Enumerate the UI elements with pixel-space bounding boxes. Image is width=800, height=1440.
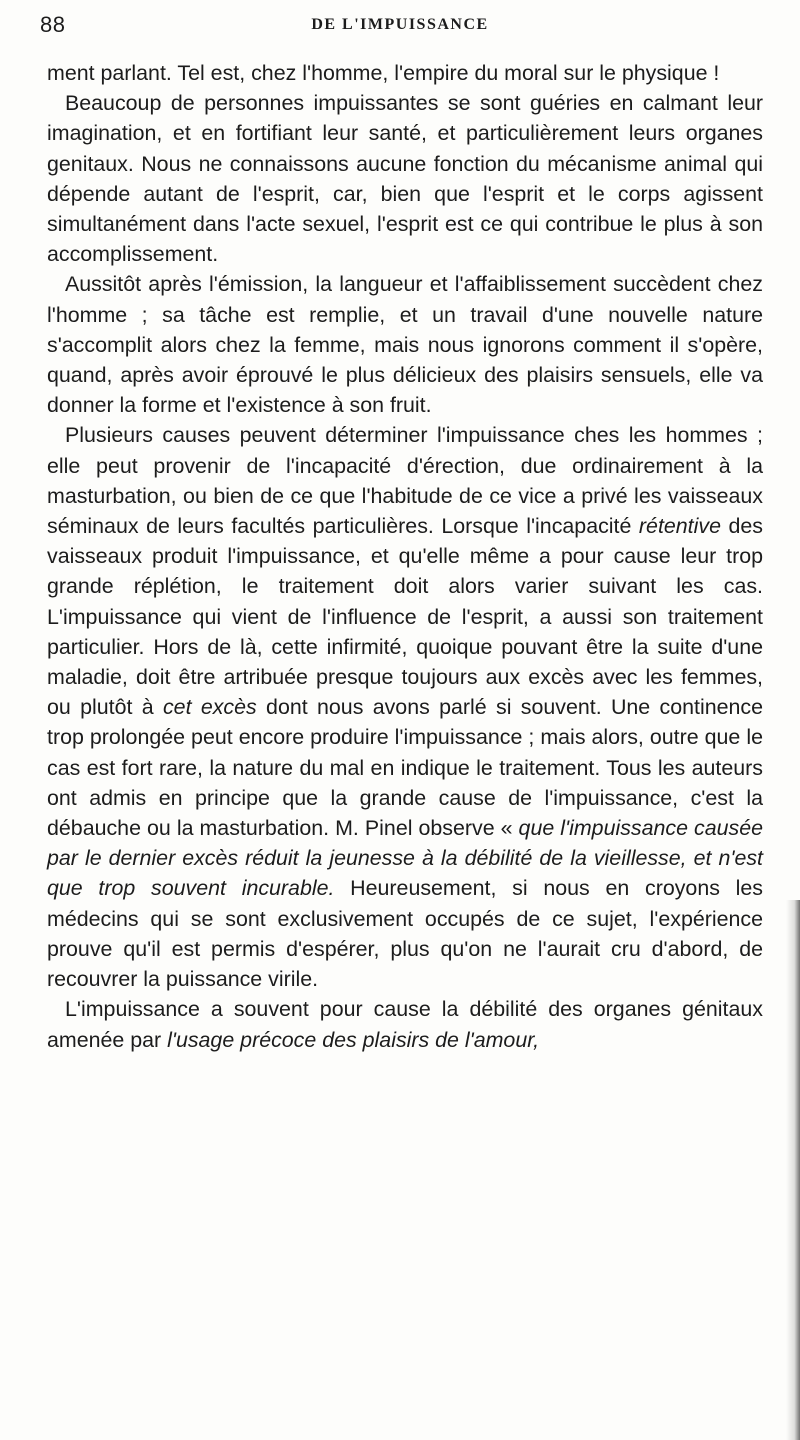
running-title: DE L'IMPUISSANCE <box>311 16 489 33</box>
paragraph <box>47 58 763 88</box>
page-number: 88 <box>40 12 66 37</box>
text-run: L'impuissance a souvent pour cause la débilité des organes génitaux amenée par <box>47 997 763 1052</box>
paragraph <box>47 420 763 994</box>
italic-text: l'usage précoce des plaisirs de l'amour, <box>167 1027 540 1052</box>
italic-text: rétentive <box>638 514 721 539</box>
text-run: dont nous avons parlé si souvent. Une continence trop prolongée peut encore produire l'impuissance ; mais alors, outre que le cas est fort rare, la nature du mal en indique le traitement. Tous les auteurs ont admis en principe que la grande cause de l'impuissance, c'est la débauche ou la masturbation. M. Pinel observe « <box>47 695 763 841</box>
text-run: Plusieurs causes peuvent déterminer l'impuissance ches les hommes ; elle peut provenir de l'incapacité d'érection, due ordinairement à la masturbation, ou bien de ce que l'habitude de ce vice a privé les vaisseaux séminaux de leurs facultés particulières. Lorsque l'incapacité <box>47 423 763 539</box>
text-run: des vaisseaux produit l'impuissance, et qu'elle même a pour cause leur trop grande réplétion, le traitement doit alors varier suivant les cas. L'impuissance qui vient de l'influence de l'esprit, a aussi son traitement particulier. Hors de là, cette infirmité, quoique pouvant être la suite d'une maladie, doit être artribuée presque toujours aux excès avec les femmes, ou plutôt à <box>47 514 763 720</box>
page-edge-shadow <box>786 900 800 1440</box>
paragraph <box>47 269 763 420</box>
italic-text: cet excès <box>162 695 257 720</box>
text-run: Aussitôt après l'émission, la langueur et l'affaiblissement succèdent chez l'homme ; sa tâche est remplie, et un travail d'une nouvelle nature s'accomplit alors chez la femme, mais nous ignorons comment il s'opère, quand, après avoir éprouvé le plus délicieux des plaisirs sensuels, elle va donner la forme et l'existence à son fruit. <box>47 272 763 418</box>
italic-text: que l'impuissance causée par le dernier excès réduit la jeunesse à la débilité de la vieillesse, et n'est que trop souvent incurable. <box>47 816 763 901</box>
text-run: ment parlant. Tel est, chez l'homme, l'empire du moral sur le physique ! <box>47 61 720 85</box>
text-run: Beaucoup de personnes impuissantes se sont guéries en calmant leur imagination, et en fortifiant leur santé, et particulièrement leurs organes genitaux. Nous ne connaissons aucune fonction du mécanisme animal qui dépende autant de l'esprit, car, bien que l'esprit et le corps agissent simultanément dans l'acte sexuel, l'esprit est ce qui contribue le plus à son accomplissement. <box>47 91 763 267</box>
paragraph <box>47 994 763 1054</box>
paragraph <box>47 88 763 269</box>
page-header <box>36 12 764 46</box>
body-text <box>47 58 763 1055</box>
text-run: Heureusement, si nous en croyons les médecins qui se sont exclusivement occupés de ce sujet, l'expérience prouve qu'il est permis d'espérer, plus qu'on ne l'aurait cru d'abord, de recouvrer la puissance virile. <box>47 876 763 992</box>
